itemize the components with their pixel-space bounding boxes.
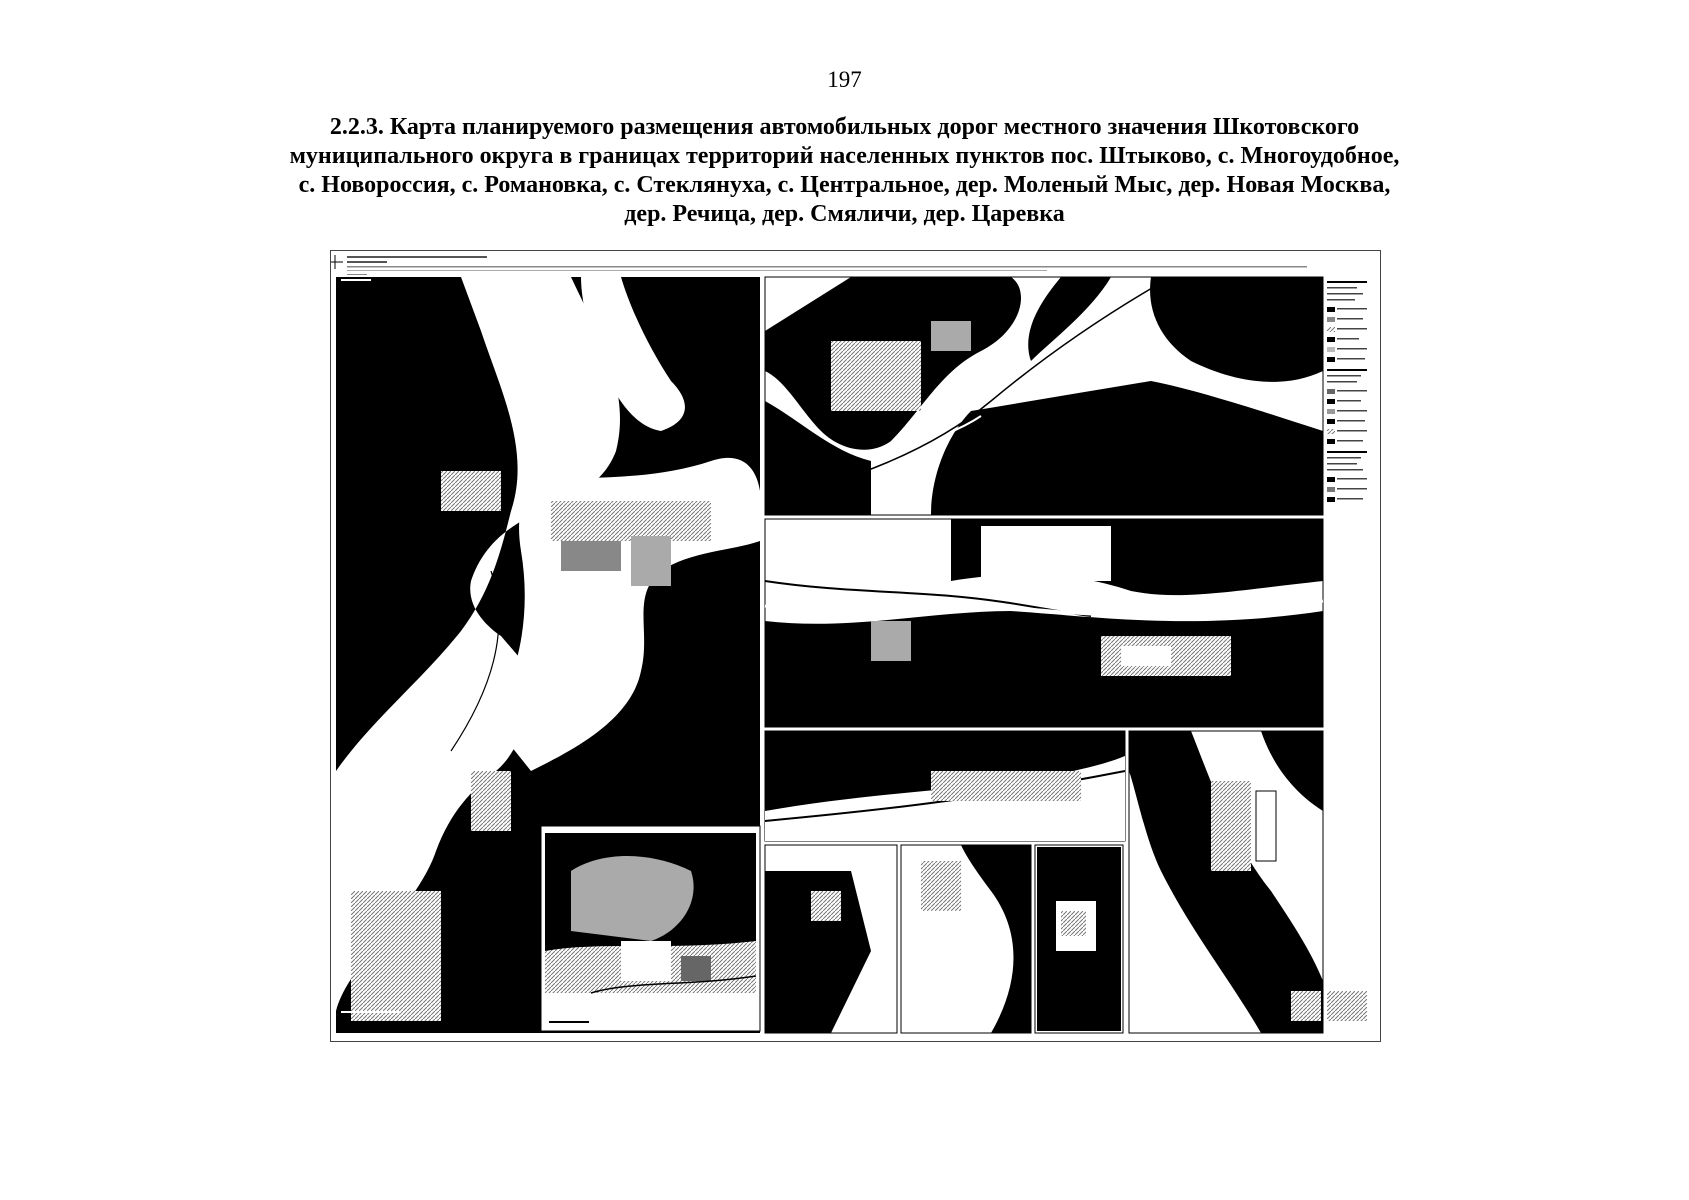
page-number: 197: [827, 67, 862, 92]
title-line-1: 2.2.3. Карта планируемого размещения автомобильных дорог местного значения Шкотовского: [329, 114, 1360, 140]
map-panel-bottom-right: [765, 731, 1323, 1033]
title-line-4: дер. Речица, дер. Смяличи, дер. Царевка: [624, 201, 1065, 227]
map-panel-middle-right: [765, 519, 1323, 727]
map-legend: [1325, 277, 1375, 1033]
title-line-2: муниципального округа в границах территорий населенных пунктов пос. Штыково, с. Многоудобное,: [289, 143, 1400, 169]
map-panel-top-right: [765, 277, 1323, 515]
map-graphic: [331, 251, 1380, 1041]
title-line-3: с. Новороссия, с. Романовка, с. Стеклянуха, с. Центральное, дер. Моленый Мыс, дер. Новая Москва,: [298, 172, 1391, 198]
sheet-header: [331, 255, 1307, 275]
planning-map-sheet: [330, 250, 1381, 1042]
page-title: [190, 113, 1499, 229]
map-inset-bottom-left: [541, 826, 760, 1031]
